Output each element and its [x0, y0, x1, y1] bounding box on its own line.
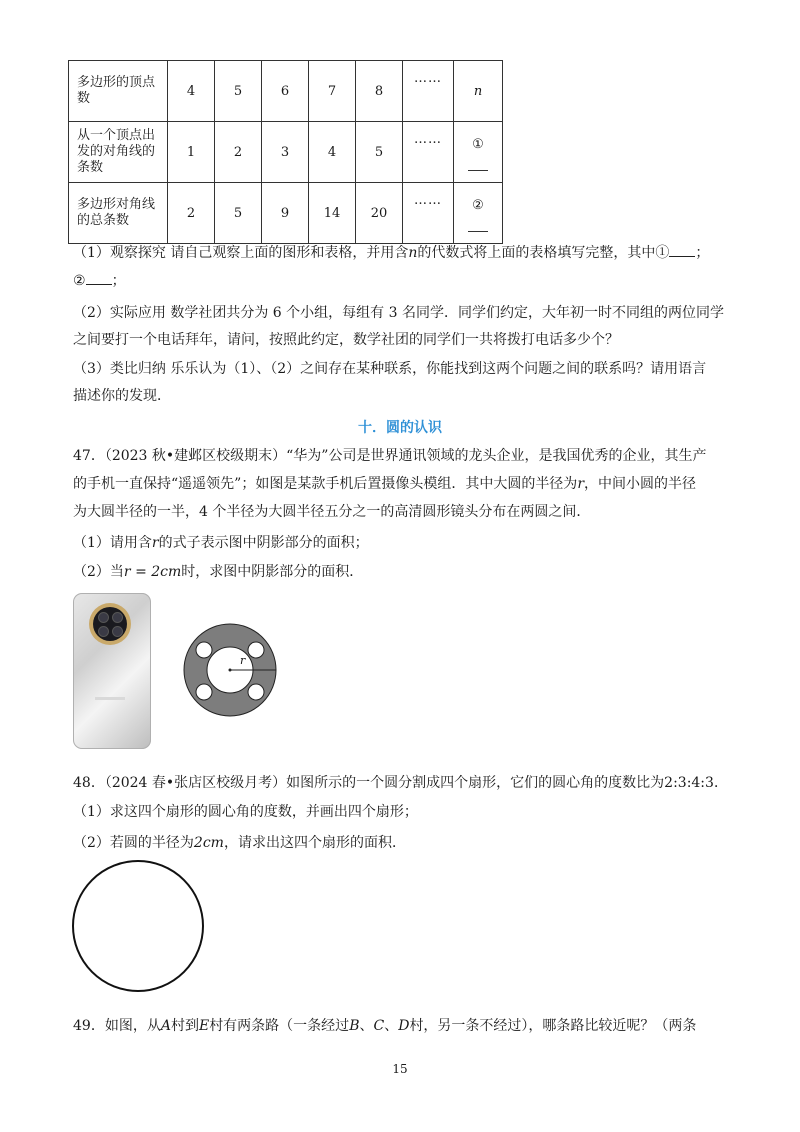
table-cell: 7 — [309, 61, 356, 122]
brand-mark — [95, 697, 125, 700]
variable-cell: n — [454, 61, 503, 122]
text: 、 — [359, 1018, 374, 1034]
table-row — [69, 61, 503, 122]
table-cell: 2 — [215, 122, 262, 183]
text: 村，另一条不经过），哪条路比较近呢？（两条 — [409, 1018, 697, 1034]
radius-label: r — [240, 654, 246, 667]
text: ． — [713, 775, 728, 791]
answer-blank[interactable] — [86, 270, 112, 285]
q46-part2-line1: （2）实际应用 数学社团共分为 6 个小组，每组有 3 名同学．同学们约定，大年初一时不同组的两位同学 — [73, 305, 724, 321]
variable: C — [373, 1018, 385, 1034]
lens-icon — [98, 626, 109, 637]
table-cell: 5 — [356, 122, 403, 183]
q49-line1 — [73, 1016, 696, 1036]
lens-circle — [196, 684, 212, 700]
ellipsis-cell: …… — [403, 122, 454, 183]
phone-back-image — [73, 593, 151, 749]
section-title: 十．圆的认识 — [358, 420, 442, 436]
text: （1）观察探究 请自己观察上面的图形和表格，并用含 — [73, 245, 409, 261]
table-cell: 4 — [309, 122, 356, 183]
variable: r — [151, 535, 159, 551]
q47-line1: 47．（2023 秋•建邺区校级期末）“华为”公司是世界通讯领域的龙头企业，是我国优秀的企业，其生产 — [73, 448, 707, 464]
q47-line2 — [73, 474, 696, 494]
text: ； — [111, 273, 126, 289]
ratio: 2:3:4:3 — [664, 775, 714, 791]
expression: r = 2cm — [123, 564, 182, 580]
variable: D — [398, 1018, 410, 1034]
ellipsis-cell: …… — [403, 61, 454, 122]
text: ，请求出这四个扇形的面积． — [223, 835, 406, 851]
text: （1）请用含 — [73, 535, 152, 551]
q46-part3-line1: （3）类比归纳 乐乐认为（1）、（2）之间存在某种联系，你能找到这两个问题之间的联系吗？请用语言 — [73, 361, 707, 377]
lens-icon — [112, 626, 123, 637]
page-number: 15 — [392, 1062, 408, 1076]
table-cell: 6 — [262, 61, 309, 122]
q47-sub2 — [73, 562, 363, 582]
q47-sub1 — [73, 533, 369, 553]
polygon-diagonal-table — [68, 60, 503, 244]
variable: n — [408, 245, 418, 261]
variable: E — [198, 1018, 210, 1034]
answer-underline — [468, 160, 488, 171]
text: ； — [695, 245, 710, 261]
row-header: 多边形的顶点数 — [69, 61, 168, 122]
text: （2）当 — [73, 564, 124, 580]
q46-part3-line2: 描述你的发现． — [73, 388, 171, 404]
blank-circle-figure — [70, 858, 206, 994]
table-cell: 9 — [262, 183, 309, 244]
text: 的代数式将上面的表格填写完整，其中① — [417, 245, 670, 261]
text: ，中间小圆的半径 — [584, 476, 697, 492]
text: （2）若圆的半径为 — [73, 835, 194, 851]
table-row — [69, 183, 503, 244]
row-header: 从一个顶点出发的对角线的条数 — [69, 122, 168, 183]
camera-ring — [89, 603, 131, 645]
variable: A — [160, 1018, 171, 1034]
q48-line1 — [73, 773, 728, 793]
variable: B — [349, 1018, 360, 1034]
blank-marker: ② — [472, 197, 484, 213]
answer-blank-cell[interactable] — [454, 122, 503, 183]
lens-icon — [98, 612, 109, 623]
camera-module-icon — [93, 607, 127, 641]
q46-part1-line2 — [73, 270, 126, 291]
blank-marker: ① — [472, 136, 484, 152]
table-cell: 8 — [356, 61, 403, 122]
text: 村有两条路（一条经过 — [209, 1018, 350, 1034]
row-header: 多边形对角线的总条数 — [69, 183, 168, 244]
table-row — [69, 122, 503, 183]
text: 村到 — [170, 1018, 199, 1034]
lens-circle — [196, 642, 212, 658]
expression: 2cm — [193, 835, 224, 851]
table-cell: 5 — [215, 61, 262, 122]
answer-blank-cell[interactable] — [454, 183, 503, 244]
q47-line3: 为大圆半径的一半，4 个半径为大圆半径五分之一的高清圆形镜头分布在两圆之间． — [73, 504, 591, 520]
lens-icon — [112, 612, 123, 623]
text: 时，求图中阴影部分的面积． — [181, 564, 364, 580]
lens-circle — [248, 684, 264, 700]
answer-blank[interactable] — [669, 242, 695, 257]
table-cell: 14 — [309, 183, 356, 244]
q46-part1-line1 — [73, 242, 709, 263]
table-cell: 5 — [215, 183, 262, 244]
table-cell: 3 — [262, 122, 309, 183]
text: 、 — [384, 1018, 399, 1034]
q48-sub2 — [73, 833, 406, 853]
text: ② — [73, 273, 86, 289]
table-cell: 1 — [168, 122, 215, 183]
table-cell: 2 — [168, 183, 215, 244]
lens-circle — [248, 642, 264, 658]
text: 49．如图，从 — [73, 1018, 161, 1034]
q46-part2-line2: 之间要打一个电话拜年，请问，按照此约定，数学社团的同学们一共将拨打电话多少个？ — [73, 332, 619, 348]
table-cell: 4 — [168, 61, 215, 122]
circle-outline — [73, 861, 203, 991]
ellipsis-cell: …… — [403, 183, 454, 244]
center-dot — [229, 669, 232, 672]
table-cell: 20 — [356, 183, 403, 244]
camera-ring-figure — [180, 620, 280, 720]
answer-underline — [468, 221, 488, 232]
text: 48．（2024 春•张店区校级月考）如图所示的一个圆分割成四个扇形，它们的圆心角的度数比为 — [73, 775, 665, 791]
variable: r — [577, 476, 585, 492]
text: 的式子表示图中阴影部分的面积； — [158, 535, 369, 551]
q48-sub1: （1）求这四个扇形的圆心角的度数，并画出四个扇形； — [73, 804, 418, 820]
text: 的手机一直保持“遥遥领先”；如图是某款手机后置摄像头模组．其中大圆的半径为 — [73, 476, 578, 492]
